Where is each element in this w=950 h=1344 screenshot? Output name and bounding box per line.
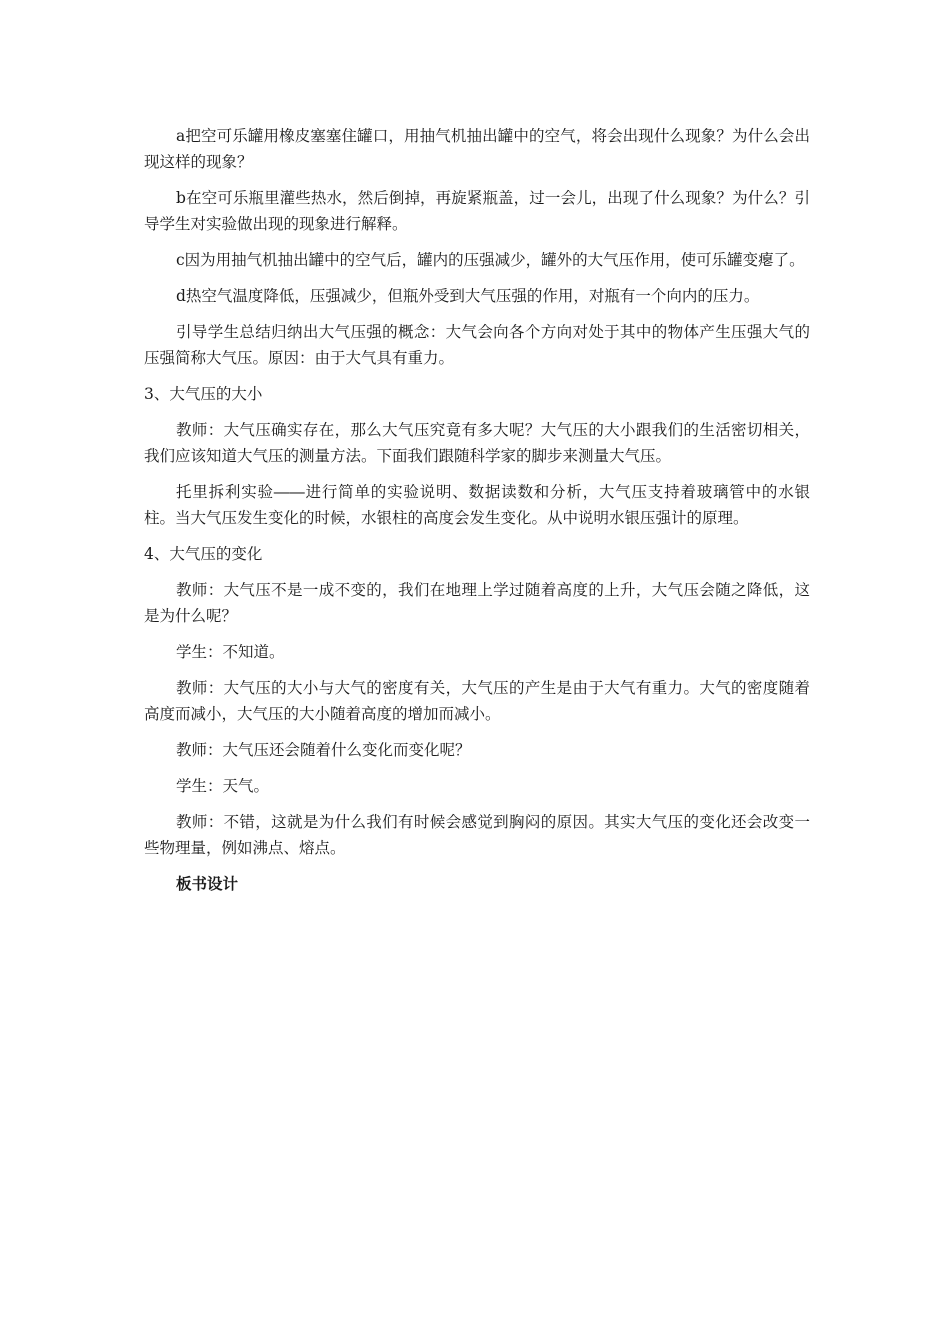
paragraph-experiment-b: b在空可乐瓶里灌些热水，然后倒掉，再旋紧瓶盖，过一会儿，出现了什么现象？为什么？引导学生对实验做出现的现象进行解释。 <box>144 189 810 233</box>
board-design-title: 板书设计 <box>176 874 239 893</box>
paragraph-experiment-a: a把空可乐罐用橡皮塞塞住罐口，用抽气机抽出罐中的空气，将会出现什么现象？为什么会出现这样的现象？ <box>144 127 810 171</box>
paragraph-explanation-c: c因为用抽气机抽出罐中的空气后，罐内的压强减少，罐外的大气压作用，使可乐罐变瘪了。 <box>176 251 805 269</box>
paragraph-teacher-density: 教师：大气压的大小与大气的密度有关，大气压的产生是由于大气有重力。大气的密度随着高度而减小，大气压的大小随着高度的增加而减小。 <box>144 679 810 723</box>
paragraph-student-unknown: 学生：不知道。 <box>176 643 285 661</box>
paragraph-concept-summary: 引导学生总结归纳出大气压强的概念：大气会向各个方向对处于其中的物体产生压强大气的压强简称大气压。原因：由于大气具有重力。 <box>144 323 810 367</box>
section-heading-pressure-change: 4、大气压的变化 <box>144 545 263 563</box>
paragraph-teacher-magnitude: 教师：大气压确实存在，那么大气压究竟有多大呢？大气压的大小跟我们的生活密切相关，我们应该知道大气压的测量方法。下面我们跟随科学家的脚步来测量大气压。 <box>144 421 810 465</box>
paragraph-explanation-d: d热空气温度降低，压强减少，但瓶外受到大气压强的作用，对瓶有一个向内的压力。 <box>176 287 760 305</box>
document-body <box>144 123 810 897</box>
paragraph-torricelli-experiment: 托里拆利实验――进行简单的实验说明、数据读数和分析，大气压支持着玻璃管中的水银柱。当大气压发生变化的时候，水银柱的高度会发生变化。从中说明水银压强计的原理。 <box>144 483 810 527</box>
paragraph-teacher-altitude: 教师：大气压不是一成不变的，我们在地理上学过随着高度的上升，大气压会随之降低，这是为什么呢？ <box>144 581 810 625</box>
paragraph-student-weather: 学生：天气。 <box>176 777 270 795</box>
section-heading-pressure-magnitude: 3、大气压的大小 <box>144 385 263 403</box>
paragraph-teacher-question: 教师：大气压还会随着什么变化而变化呢？ <box>176 741 471 759</box>
paragraph-teacher-conclusion: 教师：不错，这就是为什么我们有时候会感觉到胸闷的原因。其实大气压的变化还会改变一些物理量，例如沸点、熔点。 <box>144 813 810 857</box>
